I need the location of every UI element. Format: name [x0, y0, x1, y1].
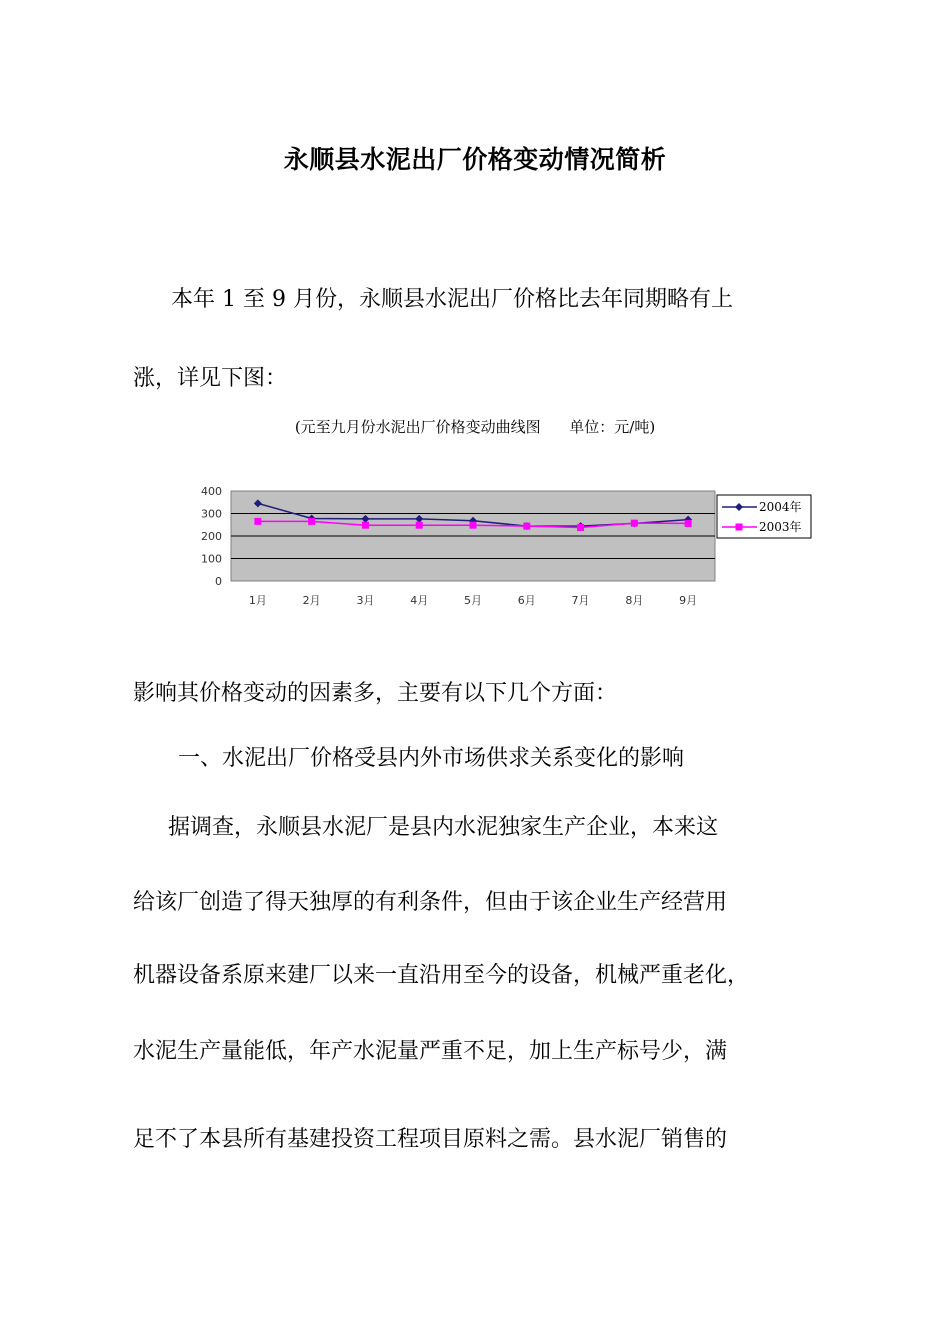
data-point: [254, 518, 261, 525]
section-heading: 一、水泥出厂价格受县内外市场供求关系变化的影响: [178, 746, 685, 771]
legend-label: 2003年: [759, 520, 802, 534]
price-line-chart: [185, 478, 815, 613]
x-tick-label: 5月: [464, 594, 482, 607]
x-tick-label: 2月: [302, 594, 321, 607]
data-point: [736, 524, 743, 531]
document-title: 永顺县水泥出厂价格变动情况简析: [283, 145, 667, 174]
y-tick-label: 0: [215, 575, 222, 588]
legend-label: 2004年: [759, 500, 802, 514]
y-tick-label: 300: [201, 507, 222, 521]
paragraph-line: 影响其价格变动的因素多，主要有以下几个方面：: [133, 681, 618, 706]
x-tick-label: 6月: [517, 594, 536, 607]
paragraph-line: 足不了本县所有基建投资工程项目原料之需。县水泥厂销售的: [133, 1127, 728, 1152]
y-tick-label: 400: [201, 485, 222, 498]
x-tick-label: 9月: [679, 594, 698, 607]
data-point: [631, 520, 638, 527]
y-tick-label: 200: [201, 530, 222, 543]
chart-caption: (元至九月份水泥出厂价格变动曲线图 单位：元/吨): [294, 418, 656, 436]
data-point: [577, 524, 584, 531]
x-tick-label: 7月: [571, 594, 590, 607]
x-tick-label: 4月: [410, 594, 429, 607]
data-point: [416, 522, 423, 529]
x-tick-label: 8月: [625, 594, 644, 607]
data-point: [523, 523, 530, 530]
paragraph-line: 机器设备系原来建厂以来一直沿用至今的设备，机械严重老化，: [133, 963, 750, 988]
paragraph-line: 据调查，永顺县水泥厂是县内水泥独家生产企业，本来这: [168, 815, 719, 840]
x-tick-label: 3月: [356, 594, 375, 607]
paragraph-line: 水泥生产量能低，年产水泥量严重不足，加上生产标号少，满: [133, 1039, 728, 1064]
data-point: [685, 520, 692, 527]
data-point: [470, 522, 477, 529]
x-tick-label: 1月: [248, 594, 267, 607]
paragraph-line: 给该厂创造了得天独厚的有利条件，但由于该企业生产经营用: [133, 890, 728, 915]
data-point: [362, 522, 369, 529]
paragraph-line: 涨，详见下图：: [133, 366, 288, 391]
data-point: [308, 518, 315, 525]
paragraph-line: 本年 1 至 9 月份，永顺县水泥出厂价格比去年同期略有上: [171, 287, 733, 312]
y-tick-label: 100: [201, 552, 222, 566]
